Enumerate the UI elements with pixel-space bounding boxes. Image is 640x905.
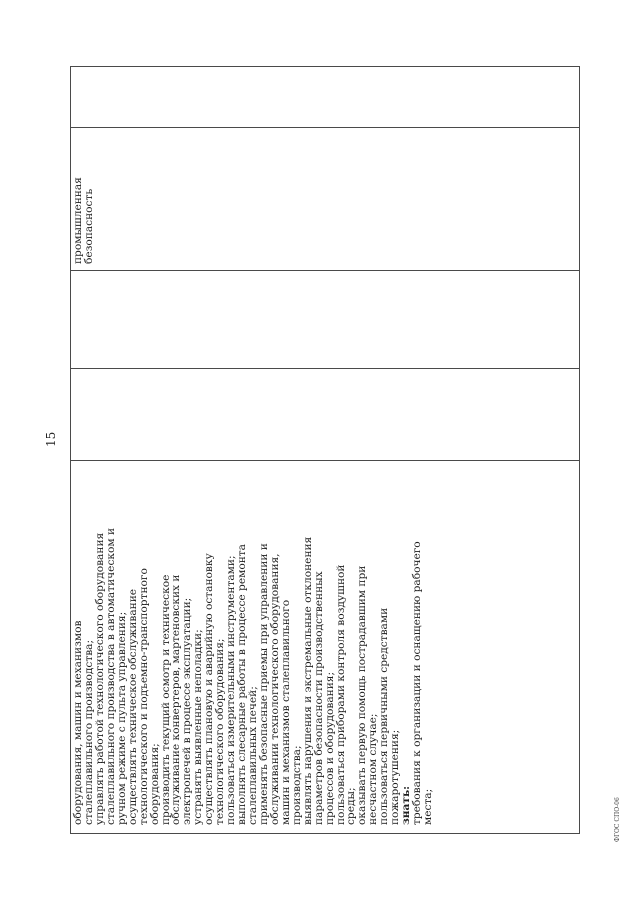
text-line: технологического оборудования;	[214, 638, 227, 825]
table-border-right	[579, 66, 580, 834]
text-line: производства;	[290, 745, 303, 825]
text-line: обслуживание конвертеров, мартеновских и	[170, 574, 183, 825]
text-line: машин и механизмов сталеплавильного	[279, 599, 292, 825]
text-line: сталеплавильного производства в автоматическом и	[104, 527, 117, 825]
discipline-cell	[73, 177, 95, 264]
text-line: несчастном случае;	[367, 713, 380, 825]
text-line: оборудования;	[148, 743, 161, 825]
text-line: пользоваться первичными средствами	[378, 607, 391, 825]
discipline-line: безопасность	[83, 188, 95, 264]
text-line: оборудования, машин и механизмов	[72, 620, 84, 825]
table-divider-1	[70, 127, 579, 128]
text-line: параметров безопасности производственных	[312, 571, 325, 825]
table-border-bottom	[70, 833, 579, 834]
knowledge-skills-cell	[73, 528, 434, 825]
table-divider-3	[70, 368, 579, 369]
text-line: обслуживании технологического оборудования,	[268, 553, 281, 825]
text-line: электропечей в процессе эксплуатации;	[181, 597, 194, 825]
text-line: пожаротушения;	[389, 729, 402, 825]
text-line: пользоваться измерительными инструментами;	[225, 555, 238, 825]
text-line: места;	[422, 788, 434, 825]
text-line: оказывать первую помощь пострадавшим при	[356, 565, 369, 825]
text-line: выявлять нарушения и экстремальные отклонения	[301, 536, 314, 825]
text-line: требования к организации и оснащению рабочего	[411, 541, 424, 825]
footer-stamp: ФГОС СПО-06	[614, 797, 621, 842]
table-divider-2	[70, 270, 579, 271]
text-line: сталеплавильных печей;	[247, 686, 259, 825]
text-line: технологического и подъемно-транспортного	[137, 568, 150, 825]
text-line: ручном режиме с пульта управления;	[115, 611, 128, 825]
table-border-left	[70, 66, 71, 834]
section-heading-know: знать:	[400, 785, 413, 825]
text-line: устранять выявленные неполадки;	[192, 629, 205, 825]
text-line: выполнять слесарные работы в процессе ремонта	[236, 544, 249, 825]
page-number: 15	[44, 431, 58, 447]
text-line: пользоваться приборами контроля воздушной	[334, 564, 347, 825]
text-line: производить текущий осмотр и техническое	[159, 574, 172, 825]
table-divider-4	[70, 460, 579, 461]
text-line: осуществлять техническое обслуживание	[126, 588, 139, 825]
text-line: среды;	[345, 787, 358, 825]
text-line: управлять работой технологического оборудования	[93, 532, 106, 825]
text-line: осуществлять плановую и аварийную остановку	[203, 553, 216, 825]
table-border-top	[70, 66, 579, 67]
text-line: сталеплавильного производства;	[82, 639, 95, 825]
text-line: процессов и оборудования;	[323, 671, 336, 825]
text-line: применять безопасные приемы при управлении и	[257, 543, 270, 825]
discipline-line: промышленная	[72, 177, 84, 264]
